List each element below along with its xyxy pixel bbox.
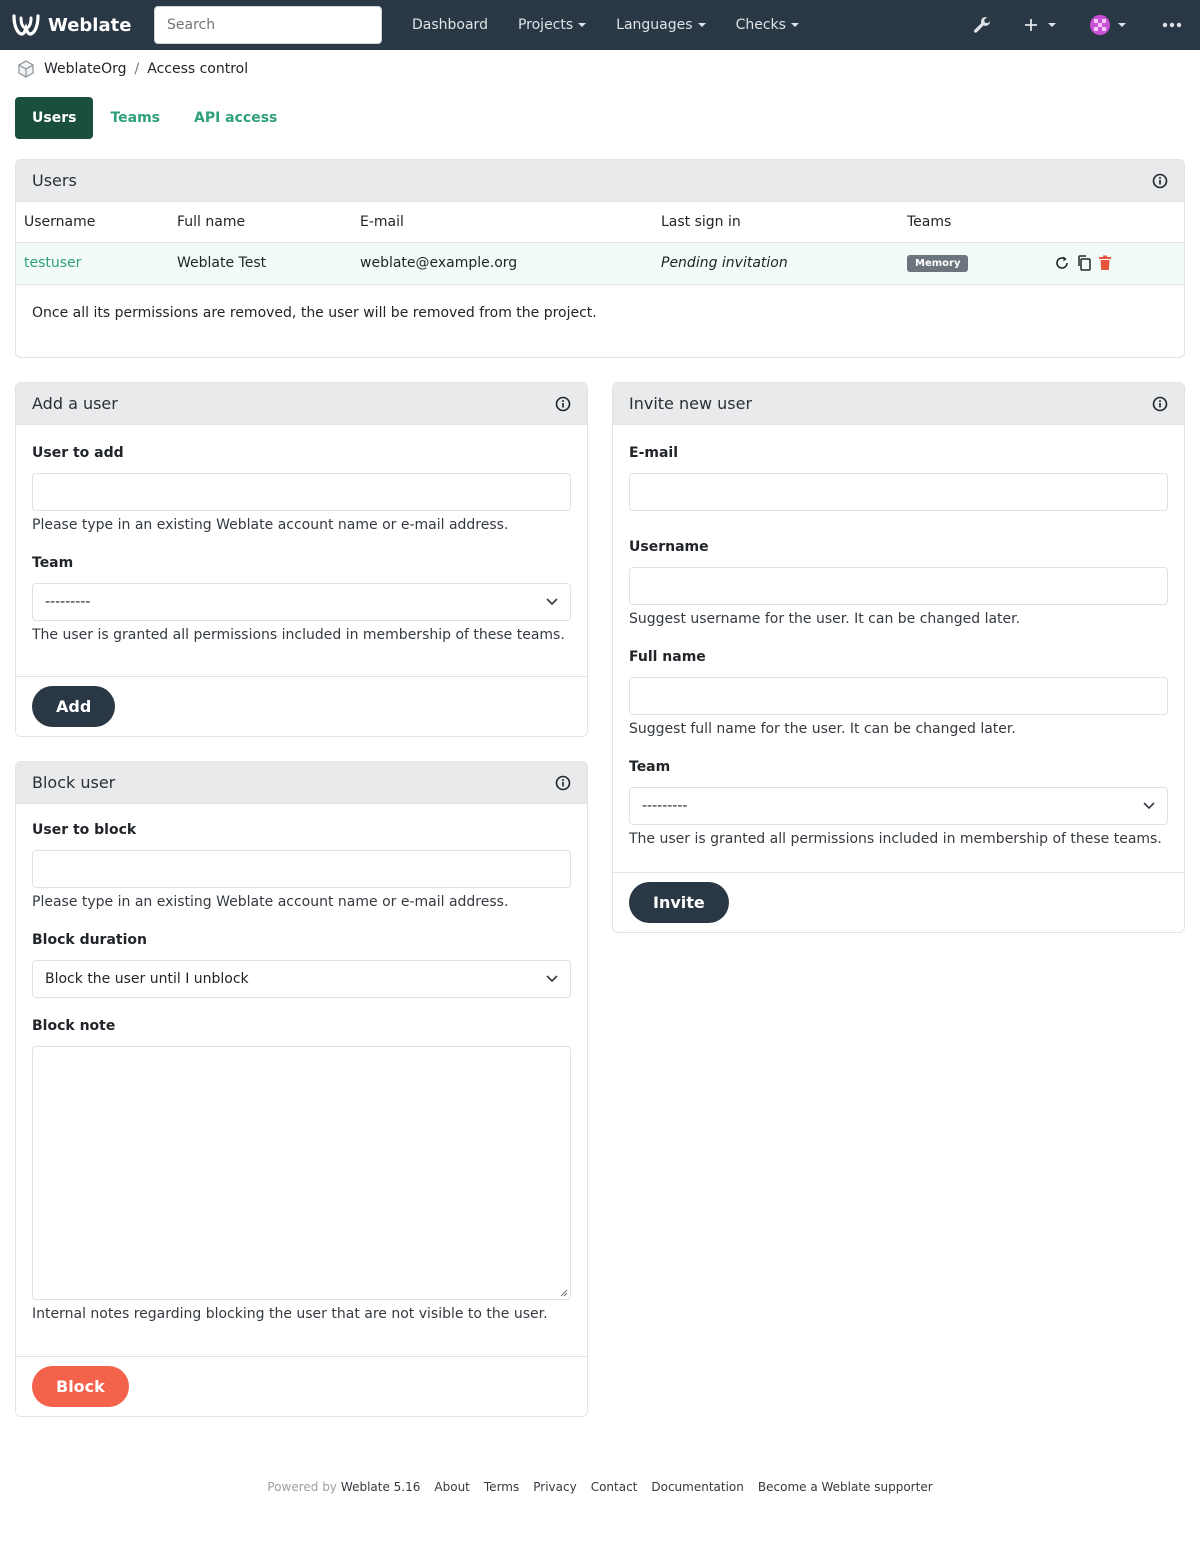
- user-to-add-input[interactable]: [32, 473, 571, 511]
- block-duration-select[interactable]: [32, 960, 571, 998]
- info-icon[interactable]: [1152, 396, 1168, 412]
- add-user-title: Add a user: [32, 394, 118, 413]
- user-to-block-input[interactable]: [32, 850, 571, 888]
- block-button[interactable]: Block: [32, 1366, 129, 1407]
- page-footer: [0, 1480, 1200, 1494]
- copy-icon[interactable]: [1076, 254, 1092, 272]
- user-to-block-help: Please type in an existing Weblate account name or e-mail address.: [32, 894, 509, 910]
- block-user-title: Block user: [32, 773, 116, 792]
- username-help: Suggest username for the user. It can be changed later.: [629, 611, 1021, 627]
- caret-down-icon: [1118, 23, 1126, 27]
- full-name-cell: Weblate Test: [169, 242, 352, 284]
- col-full-name: Full name: [169, 202, 352, 242]
- more-menu-icon[interactable]: [1152, 22, 1192, 28]
- col-teams: Teams: [899, 202, 1046, 242]
- caret-down-icon: [791, 23, 799, 27]
- chevron-down-icon: [1143, 802, 1155, 810]
- footer-privacy-link[interactable]: Privacy: [533, 1480, 577, 1494]
- team-select-value: ---------: [45, 594, 91, 610]
- weblate-logo-icon: [12, 13, 40, 37]
- team-label: Team: [32, 555, 74, 571]
- breadcrumb-org[interactable]: WeblateOrg: [44, 61, 127, 77]
- team-select[interactable]: [32, 583, 571, 621]
- powered-by-text: Powered by: [267, 1480, 337, 1494]
- users-panel: [15, 159, 1185, 358]
- trash-icon[interactable]: [1098, 255, 1112, 271]
- chevron-down-icon: [546, 975, 558, 983]
- resend-icon[interactable]: [1054, 255, 1070, 271]
- caret-down-icon: [698, 23, 706, 27]
- nav-projects[interactable]: [518, 17, 586, 33]
- breadcrumb: [16, 58, 248, 80]
- wrench-icon[interactable]: [962, 15, 1002, 35]
- footer-documentation-link[interactable]: Documentation: [651, 1480, 744, 1494]
- block-duration-label: Block duration: [32, 932, 147, 948]
- info-icon[interactable]: [555, 396, 571, 412]
- block-note-label: Block note: [32, 1018, 116, 1034]
- user-to-block-label: User to block: [32, 822, 137, 838]
- username-field[interactable]: [629, 567, 1168, 605]
- username-label: Username: [629, 539, 709, 555]
- team-badge[interactable]: Memory: [907, 255, 968, 272]
- breadcrumb-separator: /: [134, 61, 140, 77]
- add-menu[interactable]: [1014, 17, 1064, 33]
- user-to-add-label: User to add: [32, 445, 124, 461]
- email-label: E-mail: [629, 445, 679, 461]
- nav-dashboard[interactable]: [412, 17, 488, 33]
- invite-team-label: Team: [629, 759, 671, 775]
- avatar: [1089, 14, 1111, 36]
- plus-icon: [1023, 17, 1039, 33]
- footer-about-link[interactable]: About: [434, 1480, 470, 1494]
- invite-team-select[interactable]: [629, 787, 1168, 825]
- user-menu[interactable]: [1082, 14, 1132, 36]
- info-icon[interactable]: [1152, 173, 1168, 189]
- footer-contact-link[interactable]: Contact: [590, 1480, 638, 1494]
- footer-version-link[interactable]: Weblate 5.16: [340, 1480, 421, 1494]
- add-button[interactable]: Add: [32, 686, 115, 727]
- block-note-help: Internal notes regarding blocking the user that are not visible to the user.: [32, 1306, 548, 1322]
- col-actions: [1046, 202, 1184, 242]
- chevron-down-icon: [546, 598, 558, 606]
- username-link[interactable]: testuser: [24, 255, 82, 271]
- nav-checks[interactable]: [736, 17, 799, 33]
- email-cell: weblate@example.org: [352, 242, 653, 284]
- caret-down-icon: [578, 23, 586, 27]
- removal-note: Once all its permissions are removed, the user will be removed from the project.: [32, 304, 597, 321]
- nav-projects-label: Projects: [517, 17, 574, 33]
- block-duration-value: Block the user until I unblock: [45, 971, 249, 987]
- resize-handle-icon[interactable]: [560, 1289, 568, 1297]
- footer-terms-link[interactable]: Terms: [483, 1480, 520, 1494]
- caret-down-icon: [1048, 23, 1056, 27]
- invite-user-panel: [612, 382, 1185, 933]
- nav-languages[interactable]: [616, 17, 705, 33]
- col-last-sign-in: Last sign in: [653, 202, 899, 242]
- full-name-help: Suggest full name for the user. It can be changed later.: [629, 721, 1016, 737]
- col-email: E-mail: [352, 202, 653, 242]
- nav-checks-label: Checks: [735, 17, 786, 33]
- users-panel-title: Users: [32, 171, 77, 190]
- footer-supporter-link[interactable]: Become a Weblate supporter: [757, 1480, 933, 1494]
- nav-dashboard-label: Dashboard: [412, 17, 488, 33]
- team-help: The user is granted all permissions included in membership of these teams.: [32, 627, 565, 643]
- nav-languages-label: Languages: [616, 17, 693, 33]
- invite-team-help: The user is granted all permissions included in membership of these teams.: [629, 831, 1162, 847]
- add-user-panel: [15, 382, 588, 737]
- brand[interactable]: [12, 13, 131, 37]
- full-name-field[interactable]: [629, 677, 1168, 715]
- search-input[interactable]: [154, 6, 382, 44]
- email-field[interactable]: [629, 473, 1168, 511]
- invite-user-title: Invite new user: [629, 394, 753, 413]
- block-user-panel: [15, 761, 588, 1417]
- user-to-add-help: Please type in an existing Weblate account name or e-mail address.: [32, 517, 509, 533]
- col-username: Username: [16, 202, 169, 242]
- tab-api-access[interactable]: API access: [194, 110, 278, 126]
- breadcrumb-current[interactable]: Access control: [147, 61, 249, 77]
- table-row: [16, 242, 1184, 284]
- users-table: [16, 202, 1184, 285]
- invite-button[interactable]: Invite: [629, 882, 729, 923]
- brand-name: Weblate: [48, 14, 132, 36]
- invite-team-value: ---------: [642, 798, 688, 814]
- organization-icon: [16, 59, 36, 79]
- top-navbar: [0, 0, 1200, 50]
- block-note-textarea[interactable]: [32, 1046, 571, 1300]
- access-tabs: [15, 97, 294, 139]
- tab-teams[interactable]: Teams: [110, 110, 160, 126]
- last-sign-in-cell: Pending invitation: [653, 242, 899, 284]
- tab-users[interactable]: Users: [15, 97, 93, 139]
- info-icon[interactable]: [555, 775, 571, 791]
- full-name-label: Full name: [629, 649, 706, 665]
